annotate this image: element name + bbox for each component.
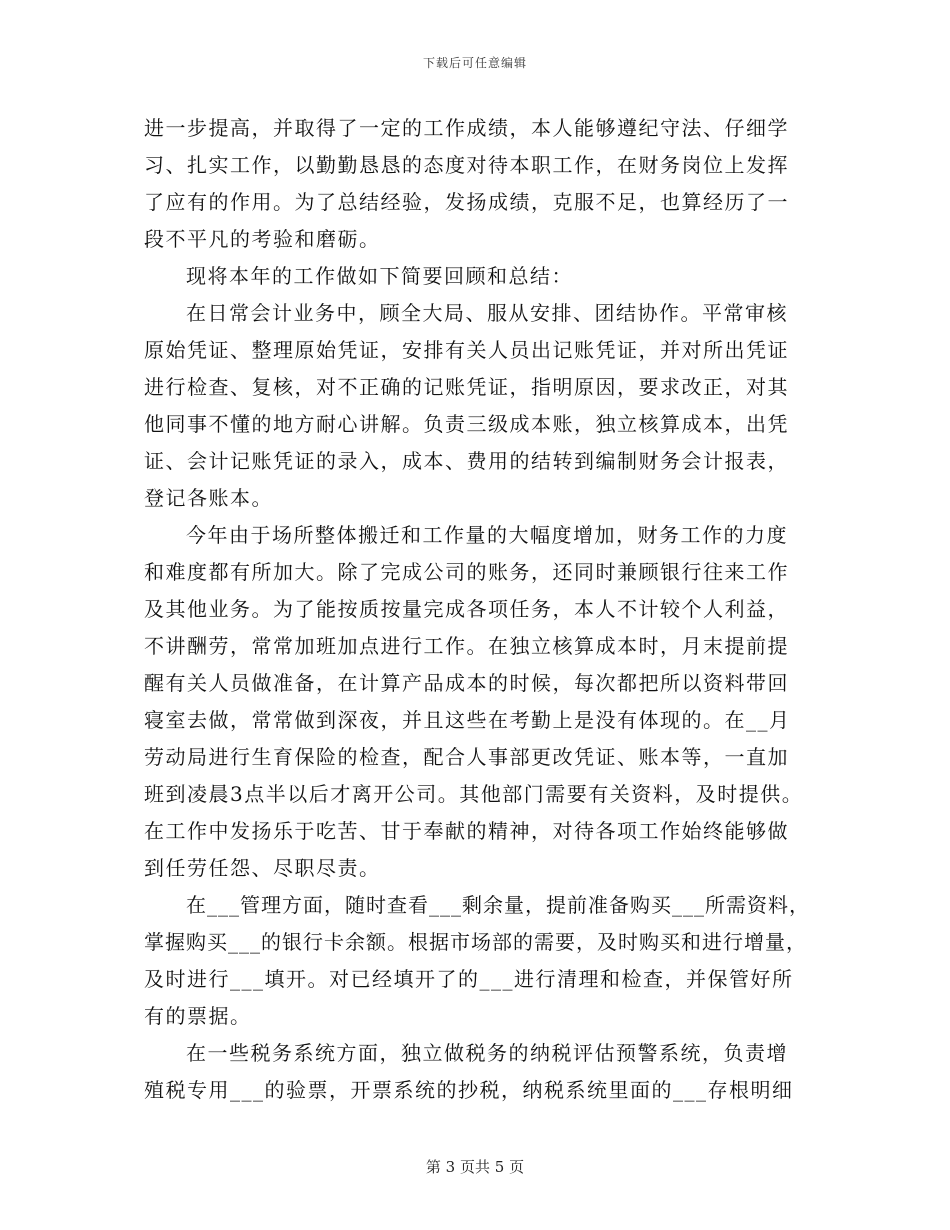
- text-line: 劳动局进行生育保险的检查，配合人事部更改凭证、账本等，一直加: [144, 745, 789, 769]
- text-line: 进一步提高，并取得了一定的工作成绩，本人能够遵纪守法、仔细学: [144, 116, 789, 140]
- text-line: 在一些税务系统方面，独立做税务的纳税评估预警系统，负责增: [186, 1041, 788, 1065]
- text-line: 原始凭证、整理原始凭证，安排有关人员出记账凭证，并对所出凭证: [144, 338, 789, 362]
- text-line: 掌握购买___的银行卡余额。根据市场部的需要，及时购买和进行增量，: [144, 930, 807, 954]
- text-line: 现将本年的工作做如下简要回顾和总结：: [186, 264, 573, 288]
- text-line: 在日常会计业务中，顾全大局、服从安排、团结协作。平常审核: [186, 301, 788, 325]
- text-line: 在___管理方面，随时查看___剩余量，提前准备购买___所需资料，: [186, 893, 810, 917]
- text-line: 今年由于场所整体搬迁和工作量的大幅度增加，财务工作的力度: [186, 523, 788, 547]
- text-line: 了应有的作用。为了总结经验，发扬成绩，克服不足，也算经历了一: [144, 190, 789, 214]
- text-line: 殖税专用___的验票，开票系统的抄税，纳税系统里面的___存根明细: [144, 1078, 794, 1102]
- text-line: 证、会计记账凭证的录入，成本、费用的结转到编制财务会计报表，: [144, 449, 789, 473]
- text-line: 在工作中发扬乐于吃苦、甘于奉献的精神，对待各项工作始终能够做: [144, 819, 789, 843]
- text-line: 及时进行___填开。对已经填开了的___进行清理和检查，并保管好所: [144, 967, 794, 991]
- text-line: 寝室去做，常常做到深夜，并且这些在考勤上是没有体现的。在__月: [144, 708, 791, 732]
- text-line: 他同事不懂的地方耐心讲解。负责三级成本账，独立核算成本，出凭: [144, 412, 789, 436]
- text-line: 班到凌晨3点半以后才离开公司。其他部门需要有关资料，及时提供。: [144, 782, 804, 806]
- text-line: 到任劳任怨、尽职尽责。: [144, 856, 381, 880]
- page-header: 下载后可任意编辑: [422, 56, 527, 70]
- text-line: 和难度都有所加大。除了完成公司的账务，还同时兼顾银行往来工作: [144, 560, 789, 584]
- body-text: [144, 110, 814, 1109]
- text-line: 习、扎实工作，以勤勤恳恳的态度对待本职工作，在财务岗位上发挥: [144, 153, 789, 177]
- text-line: 登记各账本。: [144, 486, 273, 510]
- text-line: 段不平凡的考验和磨砺。: [144, 227, 381, 251]
- text-line: 不讲酬劳，常常加班加点进行工作。在独立核算成本时，月末提前提: [144, 634, 789, 658]
- text-line: 进行检查、复核，对不正确的记账凭证，指明原因，要求改正，对其: [144, 375, 789, 399]
- page-footer: 第 3 页共 5 页: [425, 1158, 525, 1176]
- text-line: 有的票据。: [144, 1004, 252, 1028]
- text-line: 醒有关人员做准备，在计算产品成本的时候，每次都把所以资料带回: [144, 671, 789, 695]
- text-line: 及其他业务。为了能按质按量完成各项任务，本人不计较个人利益，: [144, 597, 789, 621]
